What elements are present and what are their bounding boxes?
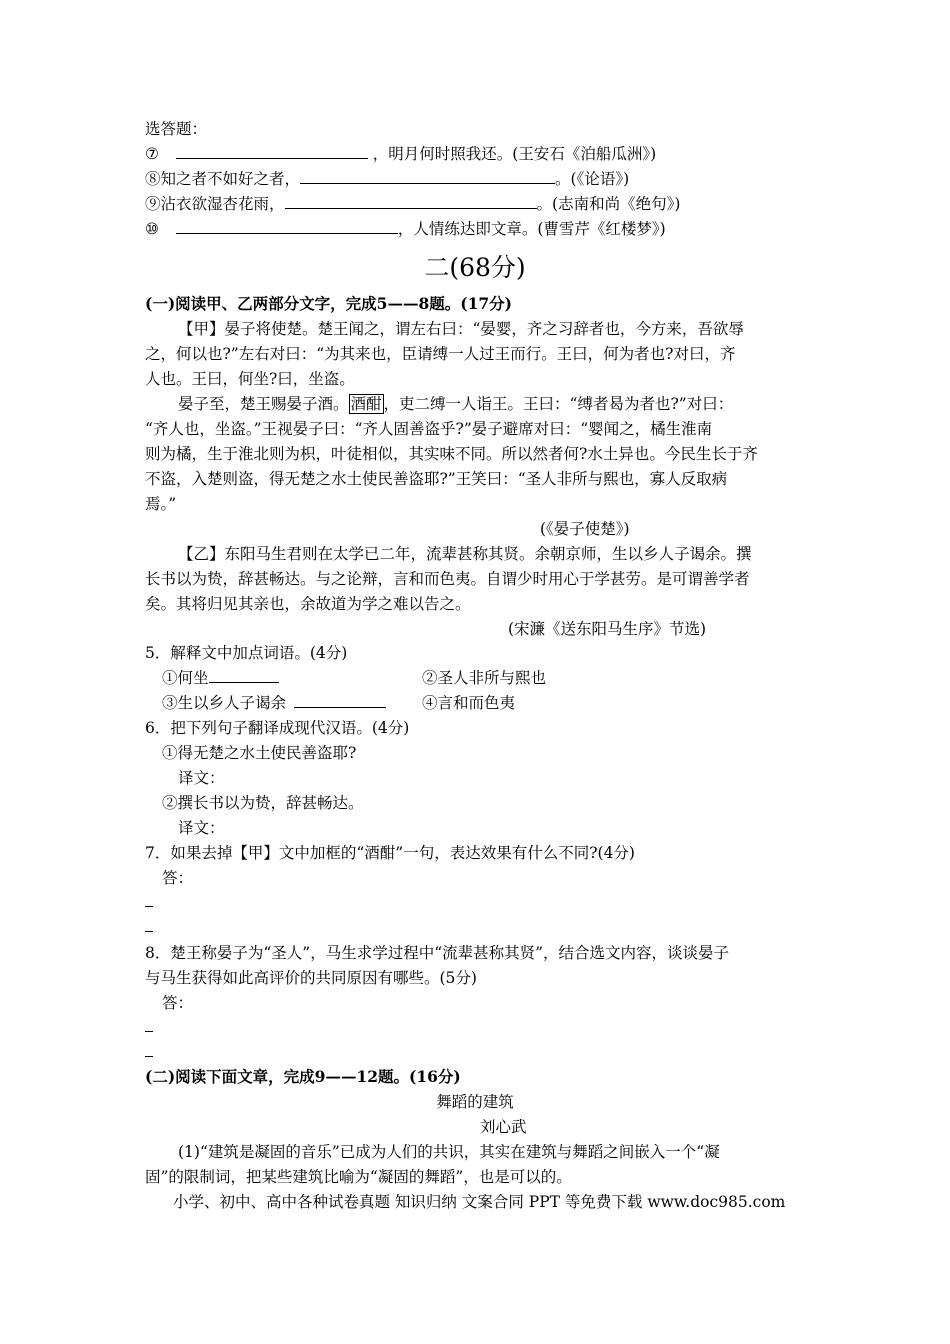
jia-source: (《晏子使楚》) [540,520,630,538]
q6-stem: 6．把下列句子翻译成现代汉语。(4分) [145,719,410,737]
fill-number: ⑦ [145,145,159,163]
answer-blank[interactable] [176,143,368,159]
fill-before: 沾衣欲湿杏花雨， [160,195,285,213]
q5-item-text: ①何坐 [162,669,209,687]
fill-item-9 [145,193,680,215]
yi-line: 长书以为贽，辞甚畅达。与之论辩，言和而色夷。自谓少时用心于学甚劳。是可谓善学者 [145,570,750,588]
choose-header: 选答题： [145,120,208,138]
translation-label: 译文： [178,769,225,787]
jia-line: “齐人也，坐盗。”王视晏子曰：“齐人固善盗乎?”晏子避席对曰：“婴闻之，橘生淮南 [145,420,713,438]
q5-item: ④言和而色夷 [422,694,516,712]
fill-after: ，明月何时照我还。(王安石《泊船瓜洲》) [372,145,657,163]
article-author: 刘心武 [480,1118,527,1136]
q5-item [162,692,386,714]
boxed-phrase: 酒酣 [350,395,382,413]
part1-header: (一)阅读甲、乙两部分文字，完成5——8题。(17分) [145,294,512,313]
answer-line[interactable] [145,1031,153,1032]
fill-item-8 [145,168,629,190]
fill-before: 知之者不如好之者， [160,170,301,188]
jia-line: 【甲】晏子将使楚。楚王闻之，谓左右曰：“晏婴，齐之习辞者也，今方来，吾欲辱 [178,320,744,338]
translation-label: 译文： [178,819,225,837]
article-line: 固”的限制词，把某些建筑比喻为“凝固的舞蹈”，也是可以的。 [145,1168,572,1186]
jia-line: 焉。” [145,495,177,513]
answer-line[interactable] [145,906,153,907]
q6-sentence: ②撰长书以为贽，辞甚畅达。 [162,794,364,812]
answer-blank[interactable] [209,667,279,683]
fill-after: 。(志南和尚《绝句》) [536,195,681,213]
q6-sentence: ①得无楚之水土使民善盗耶? [162,744,357,762]
yi-line: 矣。其将归见其亲也，余故道为学之难以告之。 [145,595,471,613]
q5-item-text: ③生以乡人子谒余 [162,694,287,712]
jia-line: 人也。王曰，何坐?曰，坐盗。 [145,370,355,388]
yi-source: (宋濂《送东阳马生序》节选) [508,620,707,638]
jia-line: 之，何以也?”左右对曰：“为其来也，臣请缚一人过王而行。王曰，何为者也?对曰，齐 [145,345,736,363]
q7-stem: 7．如果去掉【甲】文中加框的“酒酣”一句，表达效果有什么不同?(4分) [145,844,635,862]
jia-text: 晏子至，楚王赐晏子酒。 [178,395,349,413]
fill-number: ⑨ [145,195,161,213]
part2-header: (二)阅读下面文章，完成9——12题。(16分) [145,1067,461,1086]
answer-blank[interactable] [176,218,398,234]
answer-blank[interactable] [285,193,537,209]
fill-after: ，人情练达即文章。(曹雪芹《红楼梦》) [397,220,666,238]
q5-stem: 5．解释文中加点词语。(4分) [145,644,348,662]
fill-item-7 [145,143,656,165]
q8-stem: 8．楚王称晏子为“圣人”，马生求学过程中“流辈甚称其贤”，结合选文内容，谈谈晏子 [145,944,730,962]
answer-blank[interactable] [294,692,386,708]
footer-text: 小学、初中、高中各种试卷真题 知识归纳 文案合同 PPT 等免费下载 www.doc985.com [173,1193,786,1211]
q8-stem: 与马生获得如此高评价的共同原因有哪些。(5分) [145,969,477,987]
section-title: 二(68分) [424,253,526,282]
article-line: (1)“建筑是凝固的音乐”已成为人们的共识，其实在建筑与舞蹈之间嵌入一个“凝 [178,1143,720,1161]
answer-label: 答： [162,994,194,1012]
article-title: 舞蹈的建筑 [436,1093,514,1111]
answer-blank[interactable] [300,168,555,184]
fill-after: 。(《论语》) [555,170,630,188]
fill-number: ⑧ [145,170,161,188]
q5-item [162,667,279,689]
answer-label: 答： [162,869,194,887]
jia-line: 则为橘，生于淮北则为枳，叶徒相似，其实味不同。所以然者何?水土异也。今民生长于齐 [145,445,758,463]
jia-text: ，吏二缚一人诣王。王曰：“缚者曷为者也?”对曰： [383,395,734,413]
fill-item-10 [145,218,666,240]
answer-line[interactable] [145,1056,153,1057]
q5-item: ②圣人非所与熙也 [422,669,547,687]
jia-line [178,393,733,415]
yi-line: 【乙】东阳马生君则在太学已二年，流辈甚称其贤。余朝京师，生以乡人子谒余。撰 [178,545,752,563]
answer-line[interactable] [145,931,153,932]
fill-number: ⑩ [145,220,159,238]
jia-line: 不盗，入楚则盗，得无楚之水土使民善盗耶?”王笑曰：“圣人非所与熙也，寡人反取病 [145,470,728,488]
